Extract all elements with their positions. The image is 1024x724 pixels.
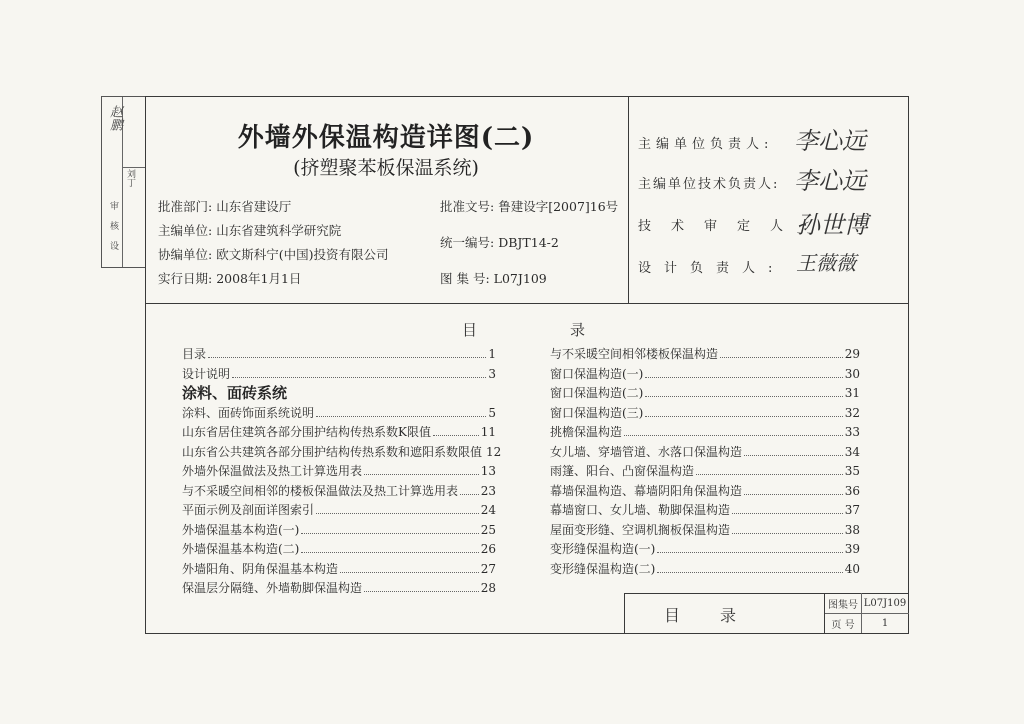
toc-leader-dots bbox=[645, 368, 842, 378]
drawing-frame bbox=[145, 96, 909, 634]
toc-entry-page: 33 bbox=[844, 425, 860, 439]
toc-entry-page: 26 bbox=[480, 542, 496, 556]
toc-entry-label: 挑檐保温构造 bbox=[550, 425, 623, 439]
toc-entry-label: 与不采暖空间相邻楼板保温构造 bbox=[550, 347, 719, 361]
toc-entry-label: 雨篷、阳台、凸窗保温构造 bbox=[550, 464, 695, 478]
toc-entry[interactable] bbox=[550, 345, 860, 363]
toc-entry[interactable] bbox=[550, 482, 860, 500]
toc-entry-page: 34 bbox=[844, 444, 860, 459]
sign-role-design: 设计负责人: bbox=[638, 261, 786, 276]
toc-leader-dots bbox=[340, 563, 479, 573]
toc-entry[interactable] bbox=[550, 365, 860, 383]
toc-leader-dots bbox=[301, 543, 478, 553]
toc-entry-page: 37 bbox=[844, 503, 860, 517]
toc-leader-dots bbox=[364, 465, 479, 475]
toc-leader-dots bbox=[316, 407, 486, 417]
toc-entry[interactable] bbox=[182, 540, 496, 558]
toc-entry-page: 40 bbox=[844, 561, 860, 576]
toc-leader-dots bbox=[301, 524, 478, 534]
toc-entry-label: 女儿墙、穿墙管道、水落口保温构造 bbox=[550, 444, 743, 459]
toc-entry-label: 外墙保温基本构造(二) bbox=[182, 542, 300, 556]
toc-entry[interactable] bbox=[182, 560, 496, 578]
unified-number: 统一编号: DBJT14-2 bbox=[440, 235, 559, 250]
toc-entry-page: 24 bbox=[480, 503, 496, 517]
toc-entry-page: 31 bbox=[844, 386, 860, 400]
toc-leader-dots bbox=[232, 368, 486, 378]
binding-label-2: 核 bbox=[108, 221, 118, 230]
approval-dept: 批准部门: 山东省建设厅 bbox=[158, 199, 292, 214]
toc-entry[interactable] bbox=[550, 540, 860, 558]
toc-entry-label: 涂料、面砖饰面系统说明 bbox=[182, 405, 315, 420]
toc-entry[interactable] bbox=[182, 501, 496, 519]
toc-leader-dots bbox=[732, 504, 843, 514]
toc-leader-dots bbox=[744, 485, 843, 495]
toc-leader-dots bbox=[645, 407, 842, 417]
toc-entry-label: 幕墙保温构造、幕墙阴阳角保温构造 bbox=[550, 483, 743, 498]
sign-role-chief: 主编单位负责人: bbox=[638, 137, 774, 152]
sign-role-review: 技术审定人: bbox=[638, 219, 828, 234]
signature-review: 孙世博 bbox=[796, 211, 868, 239]
toc-leader-dots bbox=[645, 387, 842, 397]
toc-entry-page: 12 bbox=[486, 444, 502, 459]
toc-entry-label: 外墙保温基本构造(一) bbox=[182, 522, 300, 537]
toc-entry-page: 1 bbox=[488, 347, 496, 361]
toc-entry-label: 外墙阳角、阴角保温基本构造 bbox=[182, 561, 339, 576]
signature-tech: 李心远 bbox=[794, 167, 866, 195]
signature-chief: 李心远 bbox=[794, 127, 866, 155]
toc-entry-label: 与不采暖空间相邻的楼板保温做法及热工计算选用表 bbox=[182, 483, 459, 498]
toc-entry-label: 窗口保温构造(二) bbox=[550, 386, 644, 400]
toc-entry[interactable] bbox=[550, 560, 860, 578]
toc-leader-dots bbox=[696, 465, 843, 475]
toc-entry-label: 平面示例及剖面详图索引 bbox=[182, 503, 315, 517]
toc-leader-dots bbox=[433, 426, 479, 436]
toc-entry-page: 39 bbox=[844, 542, 860, 556]
toc-leader-dots bbox=[732, 524, 843, 534]
toc-entry-page: 29 bbox=[844, 347, 860, 361]
toc-entry[interactable] bbox=[182, 579, 496, 597]
binding-strip bbox=[101, 96, 146, 268]
toc-leader-dots bbox=[657, 563, 842, 573]
sign-role-tech: 主编单位技术负责人: bbox=[638, 177, 780, 192]
binding-label-1: 审 bbox=[108, 201, 118, 210]
toc-entry-page: 13 bbox=[480, 464, 496, 478]
toc-entry-label: 外墙外保温做法及热工计算选用表 bbox=[182, 464, 363, 478]
title-block-name: 目录 bbox=[664, 606, 777, 625]
binding-side-signature: 刘丁 bbox=[125, 169, 135, 187]
page-no-label: 页 号 bbox=[831, 619, 855, 631]
toc-entry-label: 窗口保温构造(一) bbox=[550, 366, 644, 381]
toc-entry-label: 变形缝保温构造(二) bbox=[550, 561, 656, 576]
toc-entry-label: 设计说明 bbox=[182, 366, 231, 381]
toc-entry-page: 28 bbox=[480, 581, 496, 595]
toc-entry-page: 30 bbox=[844, 366, 860, 381]
toc-entry[interactable] bbox=[182, 365, 496, 383]
approval-doc: 批准文号: 鲁建设字[2007]16号 bbox=[440, 199, 619, 214]
toc-entry-page: 27 bbox=[480, 561, 496, 576]
co-editor-unit: 协编单位: 欧文斯科宁(中国)投资有限公司 bbox=[158, 247, 389, 262]
toc-entry-page: 3 bbox=[488, 366, 496, 381]
toc-entry[interactable] bbox=[182, 443, 502, 461]
toc-entry-label: 保温层分隔缝、外墙勒脚保温构造 bbox=[182, 581, 363, 595]
toc-leader-dots bbox=[744, 446, 843, 456]
toc-leader-dots bbox=[316, 504, 479, 514]
toc-heading-right: 录 bbox=[570, 321, 586, 339]
toc-entry[interactable] bbox=[182, 423, 496, 441]
toc-entry-page: 36 bbox=[844, 483, 860, 498]
title-block bbox=[624, 593, 908, 633]
toc-entry[interactable] bbox=[550, 462, 860, 480]
toc-leader-dots bbox=[208, 348, 486, 358]
toc-entry-label: 屋面变形缝、空调机搁板保温构造 bbox=[550, 522, 731, 537]
toc-entry[interactable] bbox=[550, 521, 860, 539]
toc-section-heading: 涂料、面砖系统 bbox=[182, 384, 288, 402]
toc-leader-dots bbox=[460, 485, 479, 495]
toc-entry[interactable] bbox=[550, 404, 860, 422]
page-no-value: 1 bbox=[881, 617, 889, 629]
binding-label-3: 设 bbox=[108, 241, 118, 250]
toc-entry[interactable] bbox=[550, 501, 860, 519]
binding-signature: 赵鹏 bbox=[107, 105, 122, 131]
toc-entry[interactable] bbox=[550, 384, 860, 402]
toc-entry[interactable] bbox=[182, 345, 496, 363]
toc-entry-label: 山东省居住建筑各部分围护结构传热系数K限值 bbox=[182, 425, 431, 439]
toc-entry[interactable] bbox=[182, 521, 496, 539]
page-title: 外墙外保温构造详图(二) bbox=[237, 123, 535, 153]
toc-entry[interactable] bbox=[182, 482, 496, 500]
atlas-number: 图 集 号: L07J109 bbox=[440, 271, 547, 286]
toc-entry[interactable] bbox=[182, 462, 496, 480]
atlas-no-label: 图集号 bbox=[828, 599, 858, 611]
toc-entry-page: 32 bbox=[844, 405, 860, 420]
toc-entry-label: 幕墙窗口、女儿墙、勒脚保温构造 bbox=[550, 503, 731, 517]
toc-entry-label: 山东省公共建筑各部分围护结构传热系数和遮阳系数限值 bbox=[182, 444, 483, 459]
editor-unit: 主编单位: 山东省建筑科学研究院 bbox=[158, 223, 342, 238]
toc-entry-page: 5 bbox=[488, 405, 496, 420]
toc-leader-dots bbox=[657, 543, 842, 553]
toc-entry-page: 11 bbox=[480, 425, 496, 439]
toc-entry-page: 25 bbox=[480, 522, 496, 537]
toc-entry-page: 23 bbox=[480, 483, 496, 498]
signature-design: 王薇薇 bbox=[796, 251, 856, 275]
toc-entry-label: 窗口保温构造(三) bbox=[550, 405, 644, 420]
toc-leader-dots bbox=[364, 582, 479, 592]
atlas-no-value: L07J109 bbox=[863, 597, 907, 609]
toc-entry[interactable] bbox=[550, 443, 860, 461]
page-subtitle: (挤塑聚苯板保温系统) bbox=[293, 157, 479, 179]
toc-entry[interactable] bbox=[550, 423, 860, 441]
effective-date: 实行日期: 2008年1月1日 bbox=[158, 271, 302, 286]
toc-entry[interactable] bbox=[182, 404, 496, 422]
toc-entry-label: 目录 bbox=[182, 347, 207, 361]
toc-leader-dots bbox=[720, 348, 843, 358]
toc-entry-page: 38 bbox=[844, 522, 860, 537]
toc-heading-left: 目 bbox=[462, 321, 478, 339]
toc-entry-label: 变形缝保温构造(一) bbox=[550, 542, 656, 556]
toc-entry-page: 35 bbox=[844, 464, 860, 478]
toc-leader-dots bbox=[624, 426, 843, 436]
